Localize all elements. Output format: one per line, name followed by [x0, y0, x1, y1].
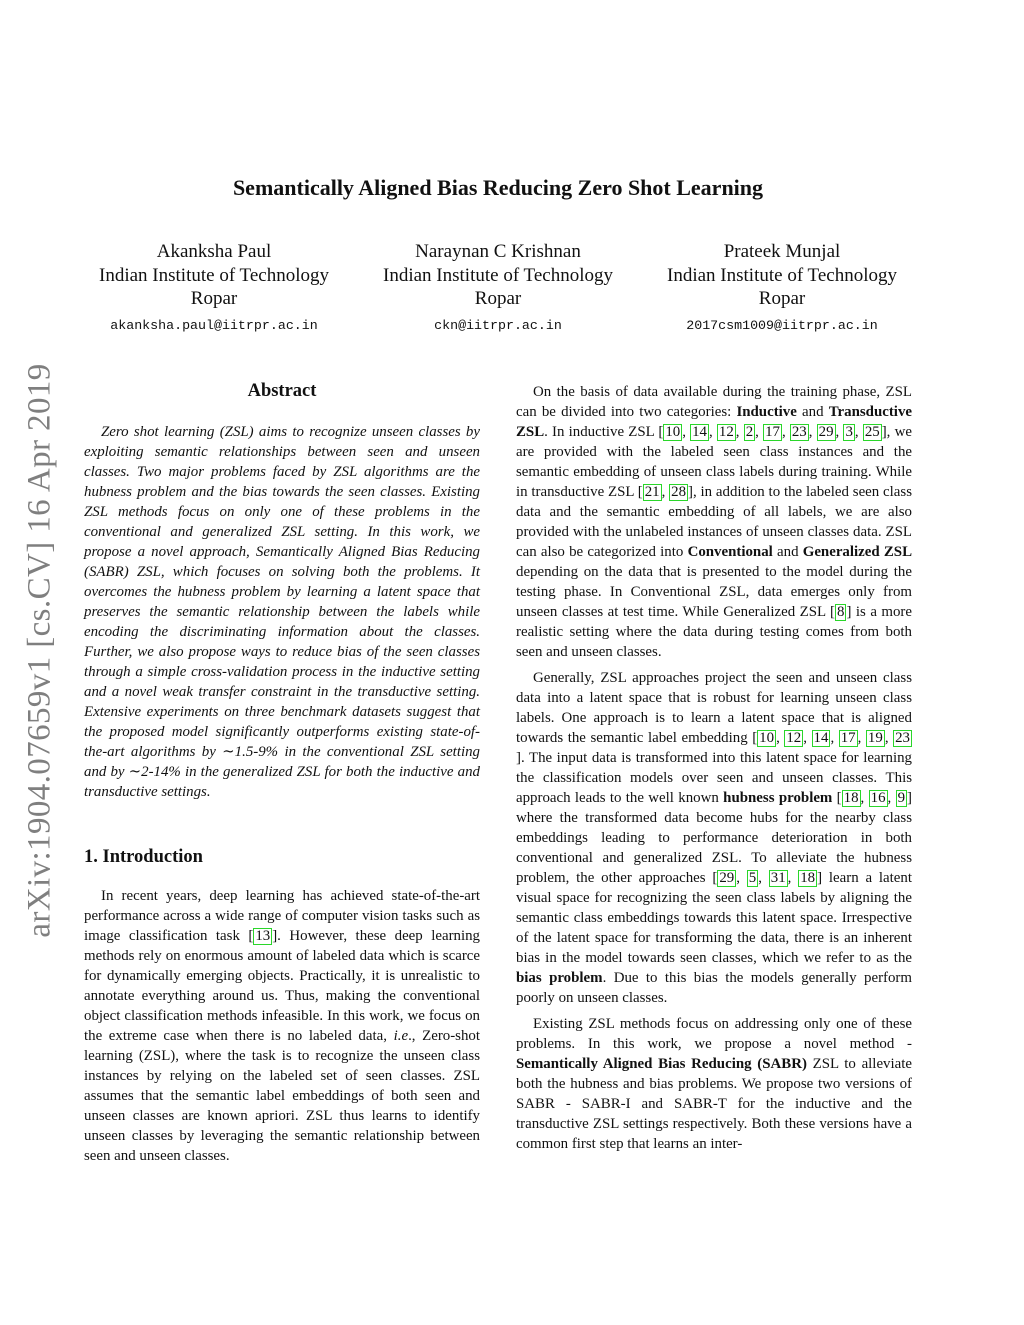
citation-link[interactable]: 14: [692, 424, 707, 440]
text-run: [: [832, 790, 842, 806]
text-run: ] is a more realistic setting where the data during testing comes from both seen and unseen classes.: [516, 604, 913, 660]
author-name: Prateek Munjal: [723, 241, 841, 262]
intro-paragraph-hubness: [516, 668, 912, 1008]
citation-link[interactable]: 29: [818, 424, 834, 440]
citation-link[interactable]: 29: [719, 870, 735, 886]
intro-paragraph-zsl-categories: [516, 382, 912, 662]
citation-link[interactable]: 3: [845, 424, 853, 440]
abstract-text: Zero shot learning (ZSL) aims to recognize unseen classes by exploiting semantic relationships between seen and unseen classes. Two major problems faced by ZSL algorithms are the hubness problem and the bias towards the seen classes. Existing ZSL methods focus on only one of these problems in the conventional and generalized ZSL setting. In this work, we propose a novel approach, Semantically Aligned Bias Reducing (SABR) ZSL, which focuses on solving both the problems. It overcomes the hubness problem by learning a latent space that preserves the semantic relationship between the labels while encoding the discriminating information about the classes. Further, we also propose ways to reduce bias of the seen classes through a simple cross-validation process in the inductive setting and a novel weak transfer constraint in the transductive setting. Extensive experiments on three benchmark datasets suggest that the proposed model significantly outperforms existing state-of-the-art algorithms by ∼1.5-9% in the conventional ZSL setting and by ∼2-14% in the generalized ZSL for both the inductive and transductive settings.: [84, 424, 480, 800]
citation-link[interactable]: 9: [897, 790, 906, 806]
term-sabr: Semantically Aligned Bias Reducing (SABR): [516, 1056, 807, 1072]
author-name: Naraynan C Krishnan: [415, 241, 581, 262]
arxiv-identifier: arXiv:1904.07659v1 [cs.CV] 16 Apr 2019: [21, 362, 58, 938]
term-transductive: Transductive ZSL: [516, 404, 912, 440]
intro-paragraph-sabr: [516, 1014, 912, 1154]
citation-link[interactable]: 23: [895, 730, 910, 746]
author-affiliation-place: Ropar: [758, 288, 806, 309]
author-1: [72, 240, 356, 335]
author-email: akanksha.paul@iitrpr.ac.in: [110, 317, 318, 333]
author-3: [640, 240, 924, 335]
author-email: 2017csm1009@iitrpr.ac.in: [686, 317, 878, 333]
text-run: ]. The input data is transformed into this latent space for learning the classification models over seen and unseen classes. This approach leads to the well known: [516, 750, 912, 806]
text-run: ], we are provided with the labeled seen class instances and the semantic embedding of unseen class labels during training. While in transductive ZSL [: [516, 424, 912, 500]
author-affiliation-place: Ropar: [474, 288, 522, 309]
text-run: and: [796, 404, 829, 420]
author-affiliation: Indian Institute of Technology: [99, 264, 329, 286]
citation-link[interactable]: 2: [745, 424, 754, 440]
text-run-italic: i.e: [393, 1028, 409, 1044]
author-block: [72, 240, 924, 340]
citation-link[interactable]: 16: [870, 790, 886, 806]
citation-group: 10 , 12 , 14 , 17 , 19 , 23: [759, 730, 910, 746]
citation-link[interactable]: 12: [718, 424, 734, 440]
citation-link[interactable]: 10: [759, 730, 775, 746]
citation-link[interactable]: 12: [786, 730, 802, 746]
text-run: In recent years, deep learning has achieved state-of-the-art performance across a wide range of computer vision tasks such as image classification task [: [84, 888, 480, 944]
citation-link[interactable]: 23: [791, 424, 807, 440]
citation-group: 10 , 14 , 12 , 2 , 17 , 23 , 29 , 3 , 25: [665, 424, 880, 440]
paper-title: Semantically Aligned Bias Reducing Zero Shot Learning: [232, 175, 764, 200]
text-run: ZSL to alleviate both the hubness and bias problems. We propose two versions of SABR - SABR-I and SABR-T for the inductive and the transductive ZSL settings respectively. Both these versions have a common first step that learns an inter-: [516, 1056, 912, 1152]
text-run: and: [772, 544, 803, 560]
term-generalized: Generalized ZSL: [802, 544, 913, 560]
text-run: . In inductive ZSL [: [544, 424, 664, 440]
citation-group: 29 , 5 , 31 , 18: [719, 870, 816, 886]
introduction-paragraph: [84, 886, 480, 1166]
term-hubness-problem: hubness problem: [723, 790, 833, 806]
author-affiliation-place: Ropar: [190, 288, 238, 309]
text-run: Generally, ZSL approaches project the seen and unseen class data into a latent space that is robust for learning unseen class labels. One approach is to learn a latent space that is aligned towards the semantic label embedding [: [516, 670, 912, 746]
author-name: Akanksha Paul: [156, 241, 272, 262]
text-run: . Due to this bias the models generally perform poorly on unseen classes.: [516, 970, 912, 1006]
text-run: depending on the data that is presented to the model during the testing phase. In Conventional ZSL, data emerges only from unseen classes at test time. While Generalized ZSL [: [516, 564, 912, 620]
text-run: ] where the transformed data become hubs for the nearby class embeddings leading to performance deterioration in both conventional and generalized ZSL. To alleviate the hubness problem, the other approaches [: [516, 790, 913, 886]
citation-link[interactable]: 17: [765, 424, 780, 440]
author-affiliation: Indian Institute of Technology: [667, 264, 897, 286]
term-bias-problem: bias problem: [516, 970, 603, 986]
citation-link[interactable]: 5: [748, 870, 757, 886]
introduction-heading: 1. Introduction: [84, 847, 203, 867]
citation-link[interactable]: 10: [665, 424, 681, 440]
citation-link[interactable]: 28: [671, 484, 687, 500]
citation-link[interactable]: 14: [813, 730, 829, 746]
citation-link[interactable]: 21: [644, 484, 660, 500]
abstract-heading: Abstract: [247, 381, 317, 401]
term-inductive: Inductive: [736, 404, 797, 420]
left-column: [84, 376, 480, 1172]
citation-link[interactable]: 19: [867, 730, 883, 746]
citation-link[interactable]: 18: [800, 870, 816, 886]
text-run: On the basis of data available during the training phase, ZSL can be divided into two categories:: [516, 384, 912, 420]
citation-link[interactable]: 18: [843, 790, 859, 806]
right-column: [516, 382, 912, 1160]
text-run: ., Zero-shot learning (ZSL), where the task is to recognize the unseen class instances by relying on the labeled set of seen classes. ZSL assumes that the semantic label embeddings of both seen and unseen classes are known apriori. ZSL thus learns to identify unseen classes by leveraging the semantic relationship between seen and unseen classes.: [84, 1028, 481, 1164]
citation-link[interactable]: 8: [837, 604, 845, 620]
author-affiliation: Indian Institute of Technology: [383, 264, 613, 286]
text-run: ]. However, these deep learning methods rely on enormous amount of labeled data which is scarce for dynamically emerging objects. Practically, it is unrealistic to annotate everything around us. Thus, making the conventional object classification methods infeasible. In this work, we focus on the extreme case when there is no labeled data,: [84, 928, 481, 1044]
text-run: ], in addition to the labeled seen class data and the semantic embedding of all labels, we are also provided with the unlabeled instances of unseen classes data. ZSL can also be categorized into: [516, 484, 913, 560]
author-2: [356, 240, 640, 335]
citation-group: 18 , 16 , 9: [843, 790, 906, 806]
citation-group: 21 , 28: [644, 484, 687, 500]
text-run: ] learn a latent visual space for recognizing the seen class labels by aligning the semantic class embeddings towards this latent space. Irrespective of the latent space for transforming the data, there is an inherent bias in the model towards seen classes, which we refer to as the: [516, 870, 912, 966]
text-run: Existing ZSL methods focus on addressing only one of these problems. In this work, we propose a novel method -: [516, 1016, 912, 1052]
citation-link[interactable]: 17: [840, 730, 856, 746]
citation-link[interactable]: 31: [770, 870, 786, 886]
term-conventional: Conventional: [687, 544, 773, 560]
citation-link[interactable]: 13: [255, 928, 271, 944]
author-email: ckn@iitrpr.ac.in: [434, 317, 562, 333]
citation-link[interactable]: 25: [864, 424, 880, 440]
arxiv-sidebar: [10, 350, 70, 950]
